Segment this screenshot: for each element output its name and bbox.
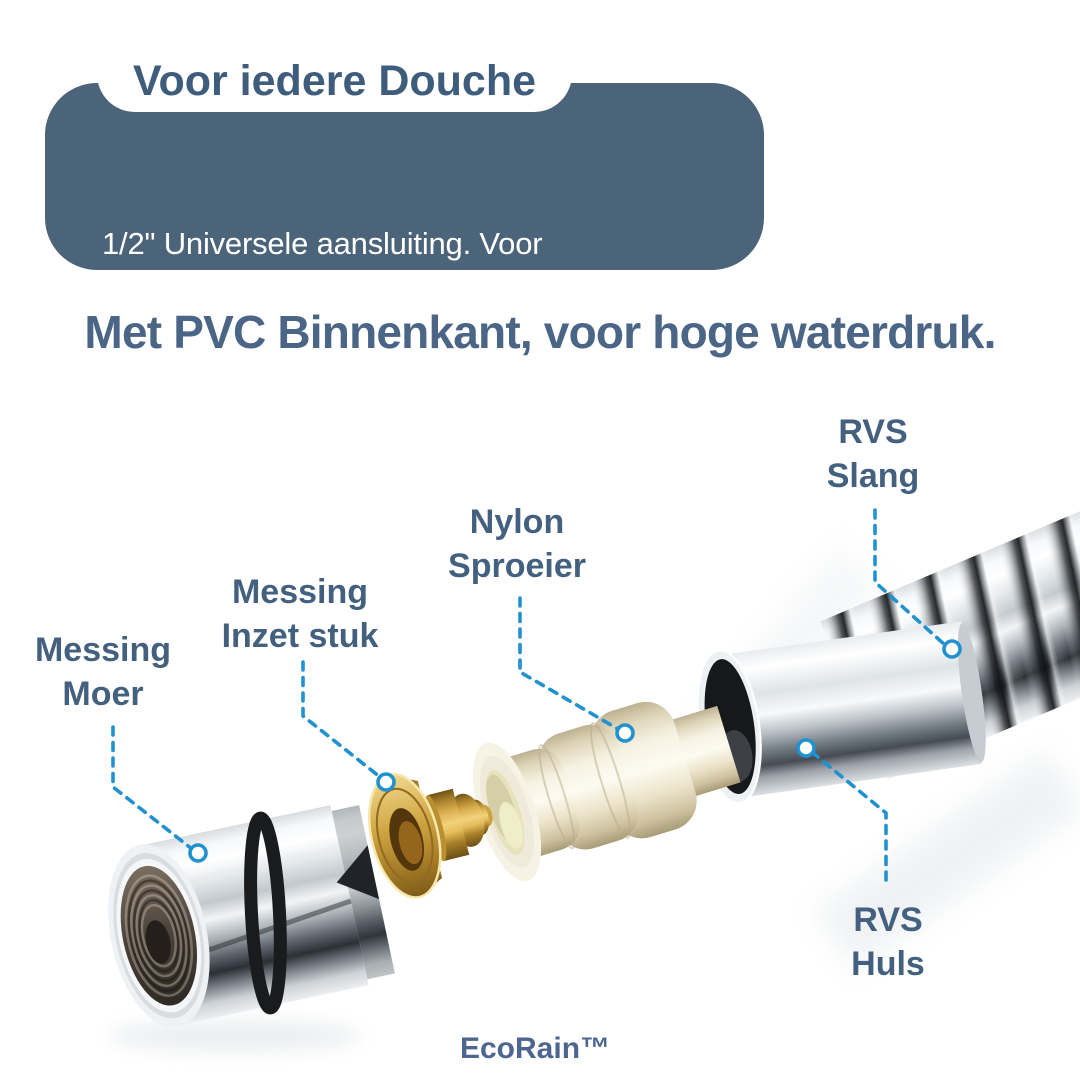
brand-name: EcoRain™ [459,1032,611,1065]
banner-body-line1: 1/2" Universele aansluiting. Voor [102,226,543,261]
messing-moer-part [92,795,397,1039]
callout-dot-messing-inzet [378,774,394,790]
label-line: Nylon [469,503,565,541]
label-line: Sproeier [448,547,586,585]
callout-line-messing-inzet [303,662,380,777]
banner-body-text [102,220,762,314]
callout-line-nylon-sproeier [520,598,618,729]
label-messing-inzet [222,570,379,658]
label-rvs-huls [851,898,925,986]
label-line: Messing [34,631,172,669]
label-line: Inzet stuk [221,617,379,655]
subheading: Met PVC Binnenkant, voor hoge waterdruk. [84,306,996,358]
callout-dot-messing-moer [190,845,206,861]
banner-tab [97,46,572,112]
label-line: Slang [826,457,920,495]
label-messing-moer [35,628,171,716]
label-nylon-sproeier [448,500,586,588]
callout-line-messing-moer [113,727,192,849]
banner-body-line2: Nederlandse en Belgische Huishoudens. [102,273,655,308]
label-line: Moer [62,675,144,713]
label-line: Messing [231,573,369,611]
label-line: Huls [851,945,925,983]
callout-dot-rvs-huls [798,740,814,756]
callout-dot-rvs-slang [944,641,960,657]
page-title: Voor iedere Douche [132,57,537,105]
label-line: RVS [838,413,908,451]
label-line: RVS [853,901,923,939]
callout-dot-nylon-sproeier [617,725,633,741]
label-rvs-slang [827,410,920,498]
